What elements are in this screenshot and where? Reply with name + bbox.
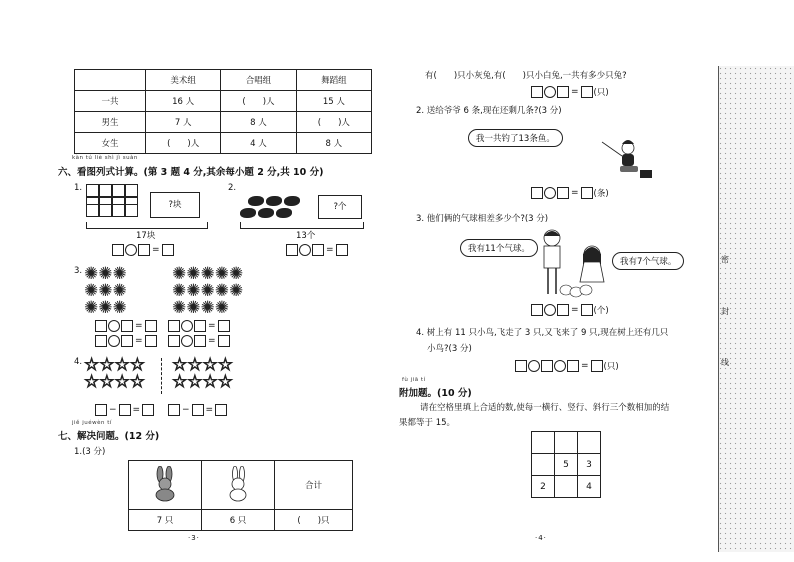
s6-q1-label: 1.: [74, 183, 83, 193]
table-row: 女生 ( )人 4 人 8 人: [75, 133, 372, 154]
operator-circle[interactable]: [181, 335, 193, 347]
grid-cell[interactable]: [578, 432, 601, 454]
children-balloons-icon: [536, 228, 616, 300]
grid-cell: 4: [578, 476, 601, 498]
answer-box[interactable]: [581, 187, 593, 199]
answer-boxes-q3a: =: [95, 320, 157, 332]
answer-box[interactable]: [557, 187, 569, 199]
answer-box[interactable]: [515, 360, 527, 372]
group-table: [74, 69, 372, 154]
sun-group-right: ✺✺✺✺✺ ✺✺✺✺✺ ✺✺✺✺: [172, 264, 244, 318]
boy-balloon-bubble: 我有11个气球。: [460, 239, 538, 257]
grid-cell[interactable]: [532, 454, 555, 476]
answer-boxes-q3d: =: [168, 335, 230, 347]
total-13: 13个: [296, 231, 316, 241]
table-row: 男生 7 人 8 人 ( )人: [75, 112, 372, 133]
answer-box[interactable]: [218, 320, 230, 332]
answer-box[interactable]: [531, 187, 543, 199]
s6-q4-label: 4.: [74, 357, 83, 367]
answer-boxes-q1: =: [112, 244, 174, 256]
answer-box[interactable]: [138, 244, 150, 256]
cube-base-row: [86, 204, 140, 216]
answer-boxes-r4: = (只): [515, 360, 619, 372]
r-q4-text-2: 小鸟?(3 分): [427, 344, 472, 354]
magic-square: [531, 431, 601, 498]
white-rabbit-icon: [220, 466, 256, 502]
answer-box[interactable]: [145, 335, 157, 347]
fish-bubble: 我一共钓了13条鱼。: [468, 129, 563, 147]
page-number-right: ·4·: [535, 534, 547, 542]
sun-group-left: ✺✺✺ ✺✺✺ ✺✺✺: [84, 264, 127, 318]
operator-circle[interactable]: [108, 335, 120, 347]
r-q3-text: 3. 他们俩的气球相差多少个?(3 分): [416, 214, 549, 224]
answer-box[interactable]: [168, 404, 180, 416]
seal-char-1: 密: [721, 255, 729, 264]
grey-rabbit-icon: [147, 466, 183, 502]
table-row: [532, 454, 601, 476]
grid-cell[interactable]: [555, 476, 578, 498]
binding-strip: [718, 66, 794, 552]
table-row: 7 只 6 只 ( )只: [129, 510, 353, 531]
answer-box[interactable]: [192, 404, 204, 416]
answer-box[interactable]: [95, 404, 107, 416]
grey-rabbit-cell: [129, 461, 202, 510]
r-q2-text: 2. 送给爷爷 6 条,现在还剩几条?(3 分): [416, 106, 562, 116]
answer-box[interactable]: [215, 404, 227, 416]
answer-box[interactable]: [162, 244, 174, 256]
s6-q3-label: 3.: [74, 266, 83, 276]
answer-boxes-q3c: =: [95, 335, 157, 347]
operator-circle[interactable]: [544, 304, 556, 316]
r-q4-text-1: 4. 树上有 11 只小鸟,飞走了 3 只,又飞来了 9 只,现在树上还有几只: [416, 328, 669, 338]
seal-char-3: 线: [721, 358, 729, 367]
ball-group: [240, 196, 310, 218]
bonus-text-2: 果都等于 15。: [399, 418, 456, 428]
answer-box[interactable]: [531, 304, 543, 316]
total-header: 合计: [275, 461, 353, 510]
operator-circle[interactable]: [528, 360, 540, 372]
table-row: [129, 461, 353, 510]
table-row: [532, 476, 601, 498]
answer-box[interactable]: [112, 244, 124, 256]
answer-box[interactable]: [95, 335, 107, 347]
page-number-left: ·3·: [188, 534, 200, 542]
s6-q2-label: 2.: [228, 183, 237, 193]
answer-box[interactable]: [541, 360, 553, 372]
answer-box[interactable]: [121, 335, 133, 347]
grid-cell[interactable]: [555, 432, 578, 454]
operator-circle[interactable]: [299, 244, 311, 256]
rabbit-table: [128, 460, 353, 531]
answer-box[interactable]: [312, 244, 324, 256]
total-17: 17块: [136, 231, 156, 241]
answer-box[interactable]: [567, 360, 579, 372]
grid-cell: 3: [578, 454, 601, 476]
table-row: 一共 16 人 ( )人 15 人: [75, 91, 372, 112]
seal-char-2: 封: [721, 307, 729, 316]
section6-pinyin: kàn tú liè shì jì suàn: [72, 155, 138, 161]
fishing-boy-icon: [600, 134, 656, 182]
section7-title: 七、解决问题。(12 分): [58, 431, 160, 442]
answer-box[interactable]: [194, 320, 206, 332]
answer-box[interactable]: [286, 244, 298, 256]
answer-box[interactable]: [142, 404, 154, 416]
star-group-right: ☆☆☆☆ ☆☆☆☆: [172, 355, 233, 392]
answer-box[interactable]: [168, 320, 180, 332]
table-row: [532, 432, 601, 454]
answer-box[interactable]: [557, 304, 569, 316]
answer-box[interactable]: [581, 304, 593, 316]
answer-box[interactable]: [119, 404, 131, 416]
operator-circle[interactable]: [181, 320, 193, 332]
answer-box[interactable]: [581, 86, 593, 98]
bonus-text-1: 请在空格里填上合适的数,使每一横行、竖行、斜行三个数相加的结: [420, 403, 670, 413]
bonus-title: 附加题。(10 分): [399, 388, 472, 399]
answer-box[interactable]: [557, 86, 569, 98]
unknown-blocks-box: ?块: [150, 192, 200, 218]
answer-boxes-r3: = (个): [531, 304, 609, 316]
answer-boxes-q3b: =: [168, 320, 230, 332]
operator-circle[interactable]: [554, 360, 566, 372]
answer-box[interactable]: [168, 335, 180, 347]
answer-box[interactable]: [194, 335, 206, 347]
grid-cell: 2: [532, 476, 555, 498]
answer-box[interactable]: [95, 320, 107, 332]
answer-box[interactable]: [591, 360, 603, 372]
answer-boxes-q2: =: [286, 244, 348, 256]
answer-box[interactable]: [336, 244, 348, 256]
girl-balloon-bubble: 我有7个气球。: [612, 252, 684, 270]
section6-title: 六、看图列式计算。(第 3 题 4 分,其余每小题 2 分,共 10 分): [58, 167, 324, 178]
operator-circle[interactable]: [544, 86, 556, 98]
answer-boxes-r2: = (条): [531, 187, 609, 199]
unknown-count-box: ?个: [318, 195, 362, 219]
table-row: 美术组 合唱组 舞蹈组: [75, 70, 372, 91]
star-group-left: ☆☆☆☆ ☆☆☆☆: [84, 355, 145, 392]
operator-circle[interactable]: [544, 187, 556, 199]
r-q1-text: 有( )只小灰兔,有( )只小白兔,一共有多少只兔?: [425, 71, 627, 81]
answer-boxes-r1: = (只): [531, 86, 609, 98]
binding-line: [718, 66, 719, 552]
answer-boxes-q4a: − =: [95, 404, 154, 416]
answer-box[interactable]: [121, 320, 133, 332]
brace-13: [240, 222, 364, 229]
s7-q1-label: 1.(3 分): [74, 447, 106, 457]
answer-box[interactable]: [218, 335, 230, 347]
section7-pinyin: jiě juéwèn tí: [72, 420, 112, 426]
operator-circle[interactable]: [108, 320, 120, 332]
answer-box[interactable]: [531, 86, 543, 98]
grid-cell: 5: [555, 454, 578, 476]
answer-box[interactable]: [145, 320, 157, 332]
operator-circle[interactable]: [125, 244, 137, 256]
brace-17: [86, 222, 208, 229]
grid-cell[interactable]: [532, 432, 555, 454]
white-rabbit-cell: [202, 461, 275, 510]
answer-boxes-q4b: − =: [168, 404, 227, 416]
dashed-divider: [161, 358, 162, 394]
bonus-pinyin: fù jiā tí: [402, 377, 426, 383]
